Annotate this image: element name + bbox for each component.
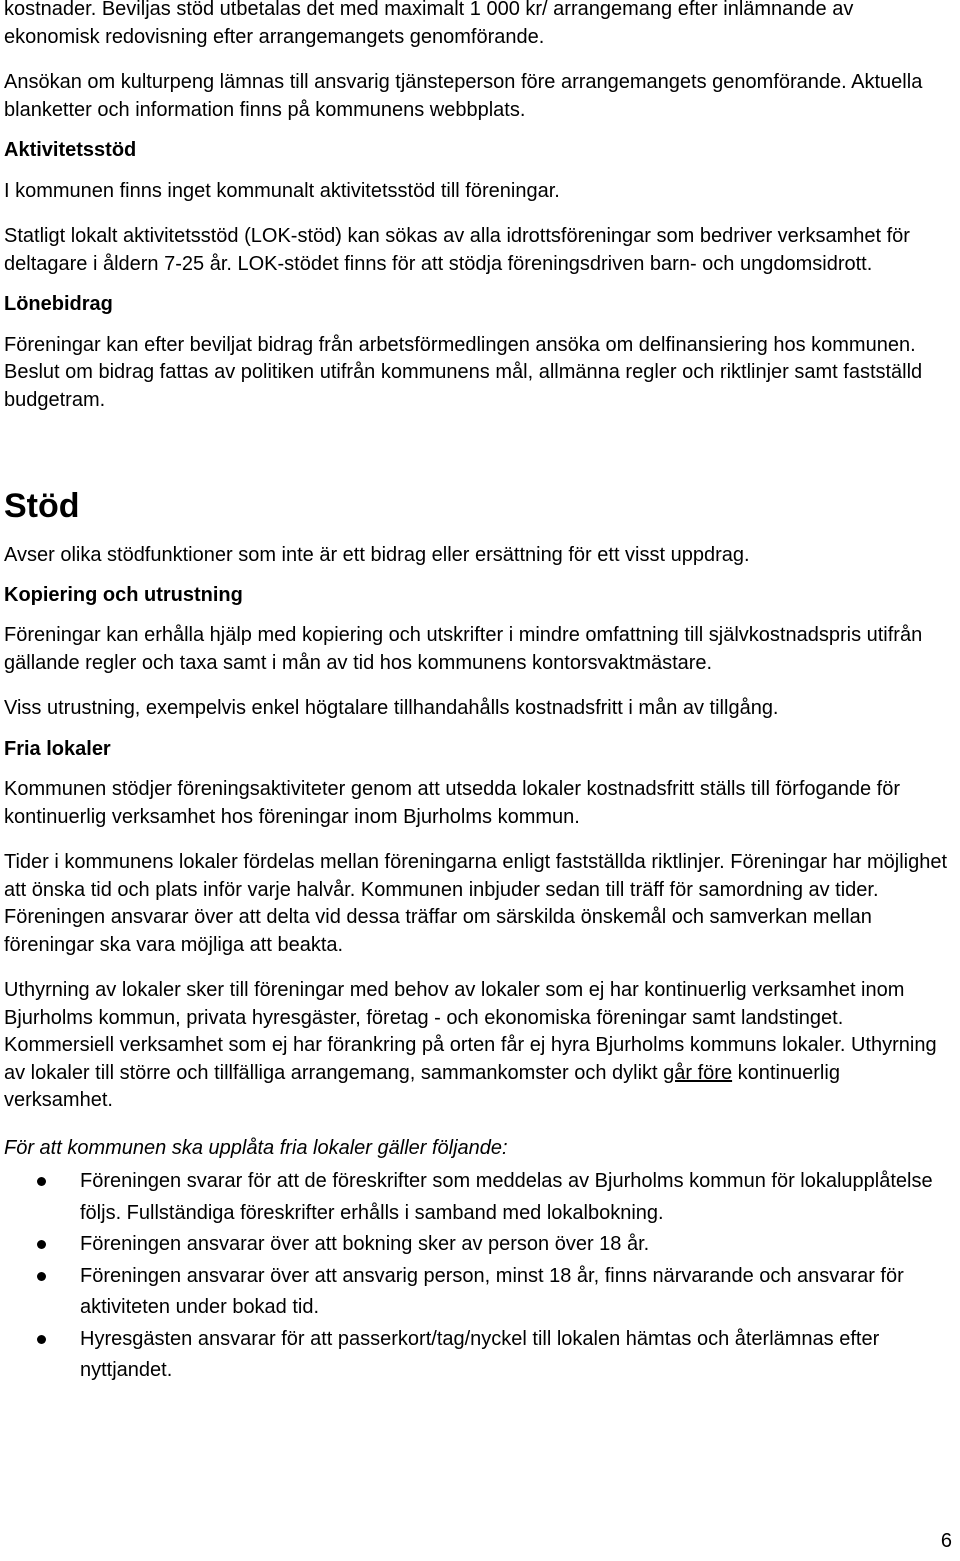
fria-lokaler-paragraph-1: Kommunen stödjer föreningsaktiviteter genom att utsedda lokaler kostnadsfritt ställs till förfogande för kontinuerlig verksamhet hos föreningar inom Bjurholms kommun. [4,778,901,828]
heading-aktivitetsstod: Aktivitetsstöd [4,139,137,161]
lonebidrag-paragraph-1: Föreningar kan efter beviljat bidrag från arbetsförmedlingen ansöka om delfinansiering hos kommunen. Beslut om bidrag fattas av politiken utifrån kommunens mål, allmänna regler och riktlinjer samt fastställd budgetram. [4,333,923,411]
page-number: 6 [940,1530,952,1552]
heading-stod: Stöd [4,487,80,525]
conditions-intro: För att kommunen ska upplåta fria lokaler gäller följande: [4,1136,508,1159]
heading-lonebidrag: Lönebidrag [4,293,113,315]
heading-fria-lokaler: Fria lokaler [4,737,111,760]
fria-lokaler-paragraph-3-part-2: kontinuerlig verksamhet. [4,1061,840,1111]
aktivitetsstod-paragraph-1: I kommunen finns inget kommunalt aktivitetsstöd till föreningar. [4,179,560,202]
intro-paragraph-1: kostnader. Beviljas stöd utbetalas det med maximalt 1 000 kr/ arrangemang efter inlämnande av ekonomisk redovisning efter arrangemangets genomförande. [4,0,854,48]
fria-lokaler-underlined-text: går före [663,1061,733,1084]
list-item: Föreningen svarar för att de föreskrifter som meddelas av Bjurholms kommun för lokalupplåtelse följs. Fullständiga föreskrifter erhålls i samband med lokalbokning. [4,1166,952,1229]
list-item: Föreningen ansvarar över att bokning sker av person över 18 år. [4,1229,952,1261]
list-item: Hyresgästen ansvarar för att passerkort/tag/nyckel till lokalen hämtas och återlämnas efter nyttjandet. [4,1324,952,1387]
kopiering-paragraph-1: Föreningar kan erhålla hjälp med kopiering och utskrifter i mindre omfattning till självkostnadspris utifrån gällande regler och taxa samt i mån av tid hos kommunens kontorsvaktmästare. [4,624,923,674]
fria-lokaler-paragraph-3 [4,977,952,1115]
document-page [4,0,952,1387]
aktivitetsstod-paragraph-2: Statligt lokalt aktivitetsstöd (LOK-stöd) kan sökas av alla idrottsföreningar som bedriver verksamhet för deltagare i åldern 7-25 år. LOK-stödet finns för att stödja föreningsdriven barn- och ungdomsidrott. [4,225,910,275]
kopiering-paragraph-2: Viss utrustning, exempelvis enkel högtalare tillhandahålls kostnadsfritt i mån av tillgång. [4,697,779,719]
heading-kopiering: Kopiering och utrustning [4,583,243,606]
intro-paragraph-2: Ansökan om kulturpeng lämnas till ansvarig tjänsteperson före arrangemangets genomförande. Aktuella blanketter och information finns på kommunens webbplats. [4,71,923,121]
stod-paragraph-1: Avser olika stödfunktioner som inte är ett bidrag eller ersättning för ett visst uppdrag. [4,544,750,566]
fria-lokaler-paragraph-2: Tider i kommunens lokaler fördelas mellan föreningarna enligt fastställda riktlinjer. Föreningar har möjlighet att önska tid och plats inför varje halvår. Kommunen inbjuder sedan till träff för samordning av tider. Föreningen ansvarar över att delta vid dessa träffar om särskilda önskemål och samverkan mellan föreningar ska vara möjliga att beakta. [4,851,948,956]
list-item: Föreningen ansvarar över att ansvarig person, minst 18 år, finns närvarande och ansvarar för aktiviteten under bokad tid. [4,1261,952,1324]
fria-lokaler-paragraph-3-part-1: Uthyrning av lokaler sker till föreningar med behov av lokaler som ej har kontinuerlig verksamhet inom Bjurholms kommun, privata hyresgäster, företag - och ekonomiska föreningar samt landstinget. Kommersiell verksamhet som ej har förankring på orten får ej hyra Bjurholms kommuns lokaler. Uthyrning av lokaler till större och tillfälliga arrangemang, sammankomster och dylikt [4,979,937,1084]
conditions-list [4,1166,952,1387]
